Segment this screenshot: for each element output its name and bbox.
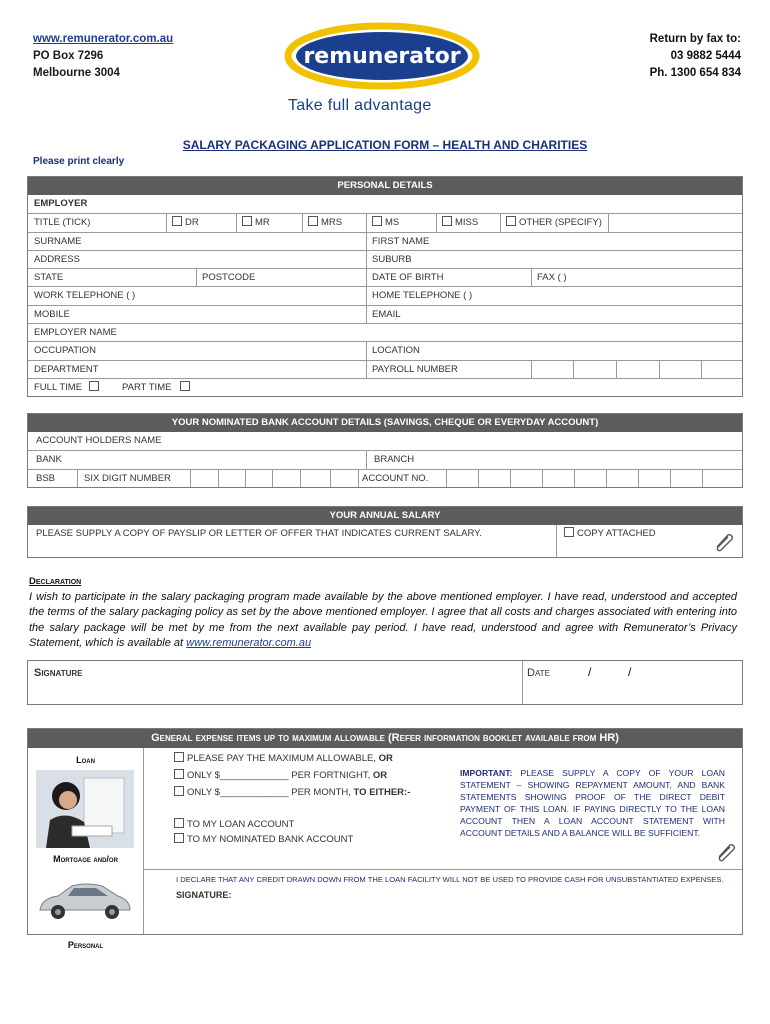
checkbox-pay-maximum[interactable] xyxy=(174,752,184,762)
payroll-number-field[interactable]: PAYROLL NUMBER xyxy=(372,363,458,375)
first-name-field[interactable]: FIRST NAME xyxy=(372,235,430,247)
bsb-row xyxy=(28,469,742,487)
checkbox-miss[interactable] xyxy=(442,216,452,226)
employer-row[interactable] xyxy=(28,195,742,213)
checkbox-other[interactable] xyxy=(506,216,516,226)
state-field[interactable]: STATE xyxy=(34,272,64,284)
mobile-row xyxy=(28,305,742,323)
checkbox-mr[interactable] xyxy=(242,216,252,226)
option-pay-maximum[interactable]: PLEASE PAY THE MAXIMUM ALLOWABLE, OR xyxy=(174,752,393,764)
copy-attached-option[interactable]: COPY ATTACHED xyxy=(558,525,656,557)
title-option-dr[interactable]: DR xyxy=(166,214,199,231)
fax-number: 03 9882 5444 xyxy=(670,50,741,62)
bank-details-heading: YOUR NOMINATED BANK ACCOUNT DETAILS (SAVINGS, CHEQUE OR EVERYDAY ACCOUNT) xyxy=(28,414,742,432)
personal-label: Personal xyxy=(67,940,104,950)
fax-label: Return by fax to: xyxy=(649,33,741,45)
print-clearly-note: Please print clearly xyxy=(33,156,125,167)
declaration-title: Declaration xyxy=(29,576,82,587)
title-option-mrs[interactable]: MRS xyxy=(302,214,342,231)
full-time-option[interactable]: FULL TIME xyxy=(28,379,102,396)
website-link[interactable]: www.remunerator.com.au xyxy=(33,33,174,45)
bsb-label: BSB xyxy=(36,472,56,484)
suburb-field[interactable]: SUBURB xyxy=(372,253,412,265)
phone-number: Ph. 1300 654 834 xyxy=(649,67,741,79)
home-telephone-field[interactable]: HOME TELEPHONE ( ) xyxy=(372,290,473,302)
postcode-field[interactable]: POSTCODE xyxy=(202,272,256,284)
department-field[interactable]: DEPARTMENT xyxy=(34,363,99,375)
expense-signature-field[interactable]: SIGNATURE: xyxy=(176,890,232,900)
title-row xyxy=(28,213,742,231)
location-field[interactable]: LOCATION xyxy=(372,345,420,357)
date-slash-1: / xyxy=(588,665,592,679)
option-bank-account[interactable]: TO MY NOMINATED BANK ACCOUNT xyxy=(174,833,353,845)
surname-row xyxy=(28,232,742,250)
checkbox-mrs[interactable] xyxy=(308,216,318,226)
checkbox-dr[interactable] xyxy=(172,216,182,226)
part-time-option[interactable]: PART TIME xyxy=(116,379,193,396)
option-per-month[interactable]: ONLY $_____________ PER MONTH, TO EITHER:- xyxy=(174,786,410,798)
signature-box xyxy=(27,660,743,705)
option-loan-account[interactable]: TO MY LOAN ACCOUNT xyxy=(174,818,294,830)
annual-salary-heading: YOUR ANNUAL SALARY xyxy=(28,507,742,525)
six-digit-label: SIX DIGIT NUMBER xyxy=(84,472,171,484)
tagline: Take full advantage xyxy=(288,97,432,114)
employment-type-row xyxy=(28,378,742,396)
employer-label: EMPLOYER xyxy=(34,198,88,209)
email-field[interactable]: EMAIL xyxy=(372,308,401,320)
logo-text: remunerator xyxy=(303,44,461,69)
bank-field[interactable]: BANK xyxy=(36,454,62,466)
title-label: TITLE (TICK) xyxy=(34,217,91,229)
important-note: IMPORTANT: PLEASE SUPPLY A COPY OF YOUR LOAN STATEMENT – SHOWING REPAYMENT AMOUNT, AND BANK STATEMENTS SHOWING PROOF OF THE DIRECT DEBIT PAYMENT OF THIS LOAN. IF PAYING DIRECTLY TO THE LOAN ACCOUNT THEN A LOAN ACCOUNT STATEMENT WITH ACCOUNT DETAILS AND A BALANCE WILL BE SUFFICIENT. xyxy=(460,768,725,838)
occupation-row xyxy=(28,341,742,359)
privacy-link[interactable]: www.remunerator.com.au xyxy=(186,637,312,650)
fax-info xyxy=(650,31,741,82)
paperclip-icon xyxy=(714,839,738,863)
checkbox-per-fortnight[interactable] xyxy=(174,769,184,779)
employer-name-field[interactable]: EMPLOYER NAME xyxy=(34,327,117,339)
branch-field[interactable]: BRANCH xyxy=(374,454,415,466)
personal-details-section xyxy=(27,176,743,397)
signature-field[interactable]: Signature xyxy=(34,667,83,679)
title-option-miss[interactable]: MISS xyxy=(436,214,478,231)
loan-column xyxy=(28,748,144,950)
address-row xyxy=(28,250,742,268)
expense-divider xyxy=(144,869,742,870)
mortgage-label: Mortgage and/or xyxy=(53,854,118,864)
checkbox-part-time[interactable] xyxy=(180,381,190,391)
expense-items-section xyxy=(27,728,743,950)
checkbox-full-time[interactable] xyxy=(89,381,99,391)
work-telephone-field[interactable]: WORK TELEPHONE ( ) xyxy=(34,290,136,302)
checkbox-loan-account[interactable] xyxy=(174,818,184,828)
department-row xyxy=(28,360,742,378)
state-row xyxy=(28,268,742,286)
loan-label: Loan xyxy=(76,755,95,765)
expense-items-heading: General expense items up to maximum allowable (Refer information booklet available from HR) xyxy=(28,729,742,748)
declaration xyxy=(29,576,737,652)
date-field[interactable]: Date xyxy=(527,667,550,679)
account-holders-row xyxy=(28,432,742,450)
checkbox-ms[interactable] xyxy=(372,216,382,226)
title-option-mr[interactable]: MR xyxy=(236,214,270,231)
car-image xyxy=(34,876,134,926)
account-holders-field[interactable]: ACCOUNT HOLDERS NAME xyxy=(36,435,162,446)
paperclip-icon xyxy=(712,529,736,553)
annual-salary-section xyxy=(27,506,743,558)
bank-row xyxy=(28,450,742,468)
bank-details-section xyxy=(27,413,743,488)
title-option-other[interactable]: OTHER (SPECIFY) xyxy=(500,214,602,231)
form-title: SALARY PACKAGING APPLICATION FORM – HEALTH AND CHARITIES xyxy=(182,138,588,152)
declaration-text: I wish to participate in the salary packaging program made available by the above mentioned employer. I have read, understood and accepted the terms of the salary packaging policy as set by the above mentioned employer. I agree that all costs and charges associated with entering into the salary package will be met by me from the next available pay period. I have read, understood and agree with Remunerator’s Privacy Statement, which is available at www.remunerator.com.au xyxy=(29,591,737,650)
credit-declaration: I DECLARE THAT ANY CREDIT DRAWN DOWN FROM THE LOAN FACILITY WILL NOT BE USED TO PROVIDE CASH FOR UNSUBSTANTIATED EXPENSES. xyxy=(176,875,724,884)
checkbox-per-month[interactable] xyxy=(174,786,184,796)
woman-on-phone-image xyxy=(36,770,134,848)
account-number-field[interactable]: ACCOUNT NO. xyxy=(362,472,429,484)
occupation-field[interactable]: OCCUPATION xyxy=(34,345,96,357)
dob-field[interactable]: DATE OF BIRTH xyxy=(372,272,444,284)
personal-details-heading: PERSONAL DETAILS xyxy=(28,177,742,195)
option-per-fortnight[interactable]: ONLY $_____________ PER FORTNIGHT, OR xyxy=(174,769,387,781)
po-box: PO Box 7296 xyxy=(33,50,104,62)
checkbox-copy-attached[interactable] xyxy=(564,527,574,537)
mobile-field[interactable]: MOBILE xyxy=(34,308,70,320)
fax-field[interactable]: FAX ( ) xyxy=(537,272,567,284)
title-option-ms[interactable]: MS xyxy=(366,214,399,231)
surname-field[interactable]: SURNAME xyxy=(34,235,82,247)
employer-name-row xyxy=(28,323,742,341)
address-field[interactable]: ADDRESS xyxy=(34,253,80,265)
header-contact xyxy=(33,31,173,82)
telephone-row xyxy=(28,286,742,304)
checkbox-bank-account[interactable] xyxy=(174,833,184,843)
date-slash-2: / xyxy=(628,665,632,679)
city: Melbourne 3004 xyxy=(33,67,120,79)
salary-row xyxy=(28,525,742,557)
salary-instruction: PLEASE SUPPLY A COPY OF PAYSLIP OR LETTER OF OFFER THAT INDICATES CURRENT SALARY. xyxy=(36,528,482,539)
